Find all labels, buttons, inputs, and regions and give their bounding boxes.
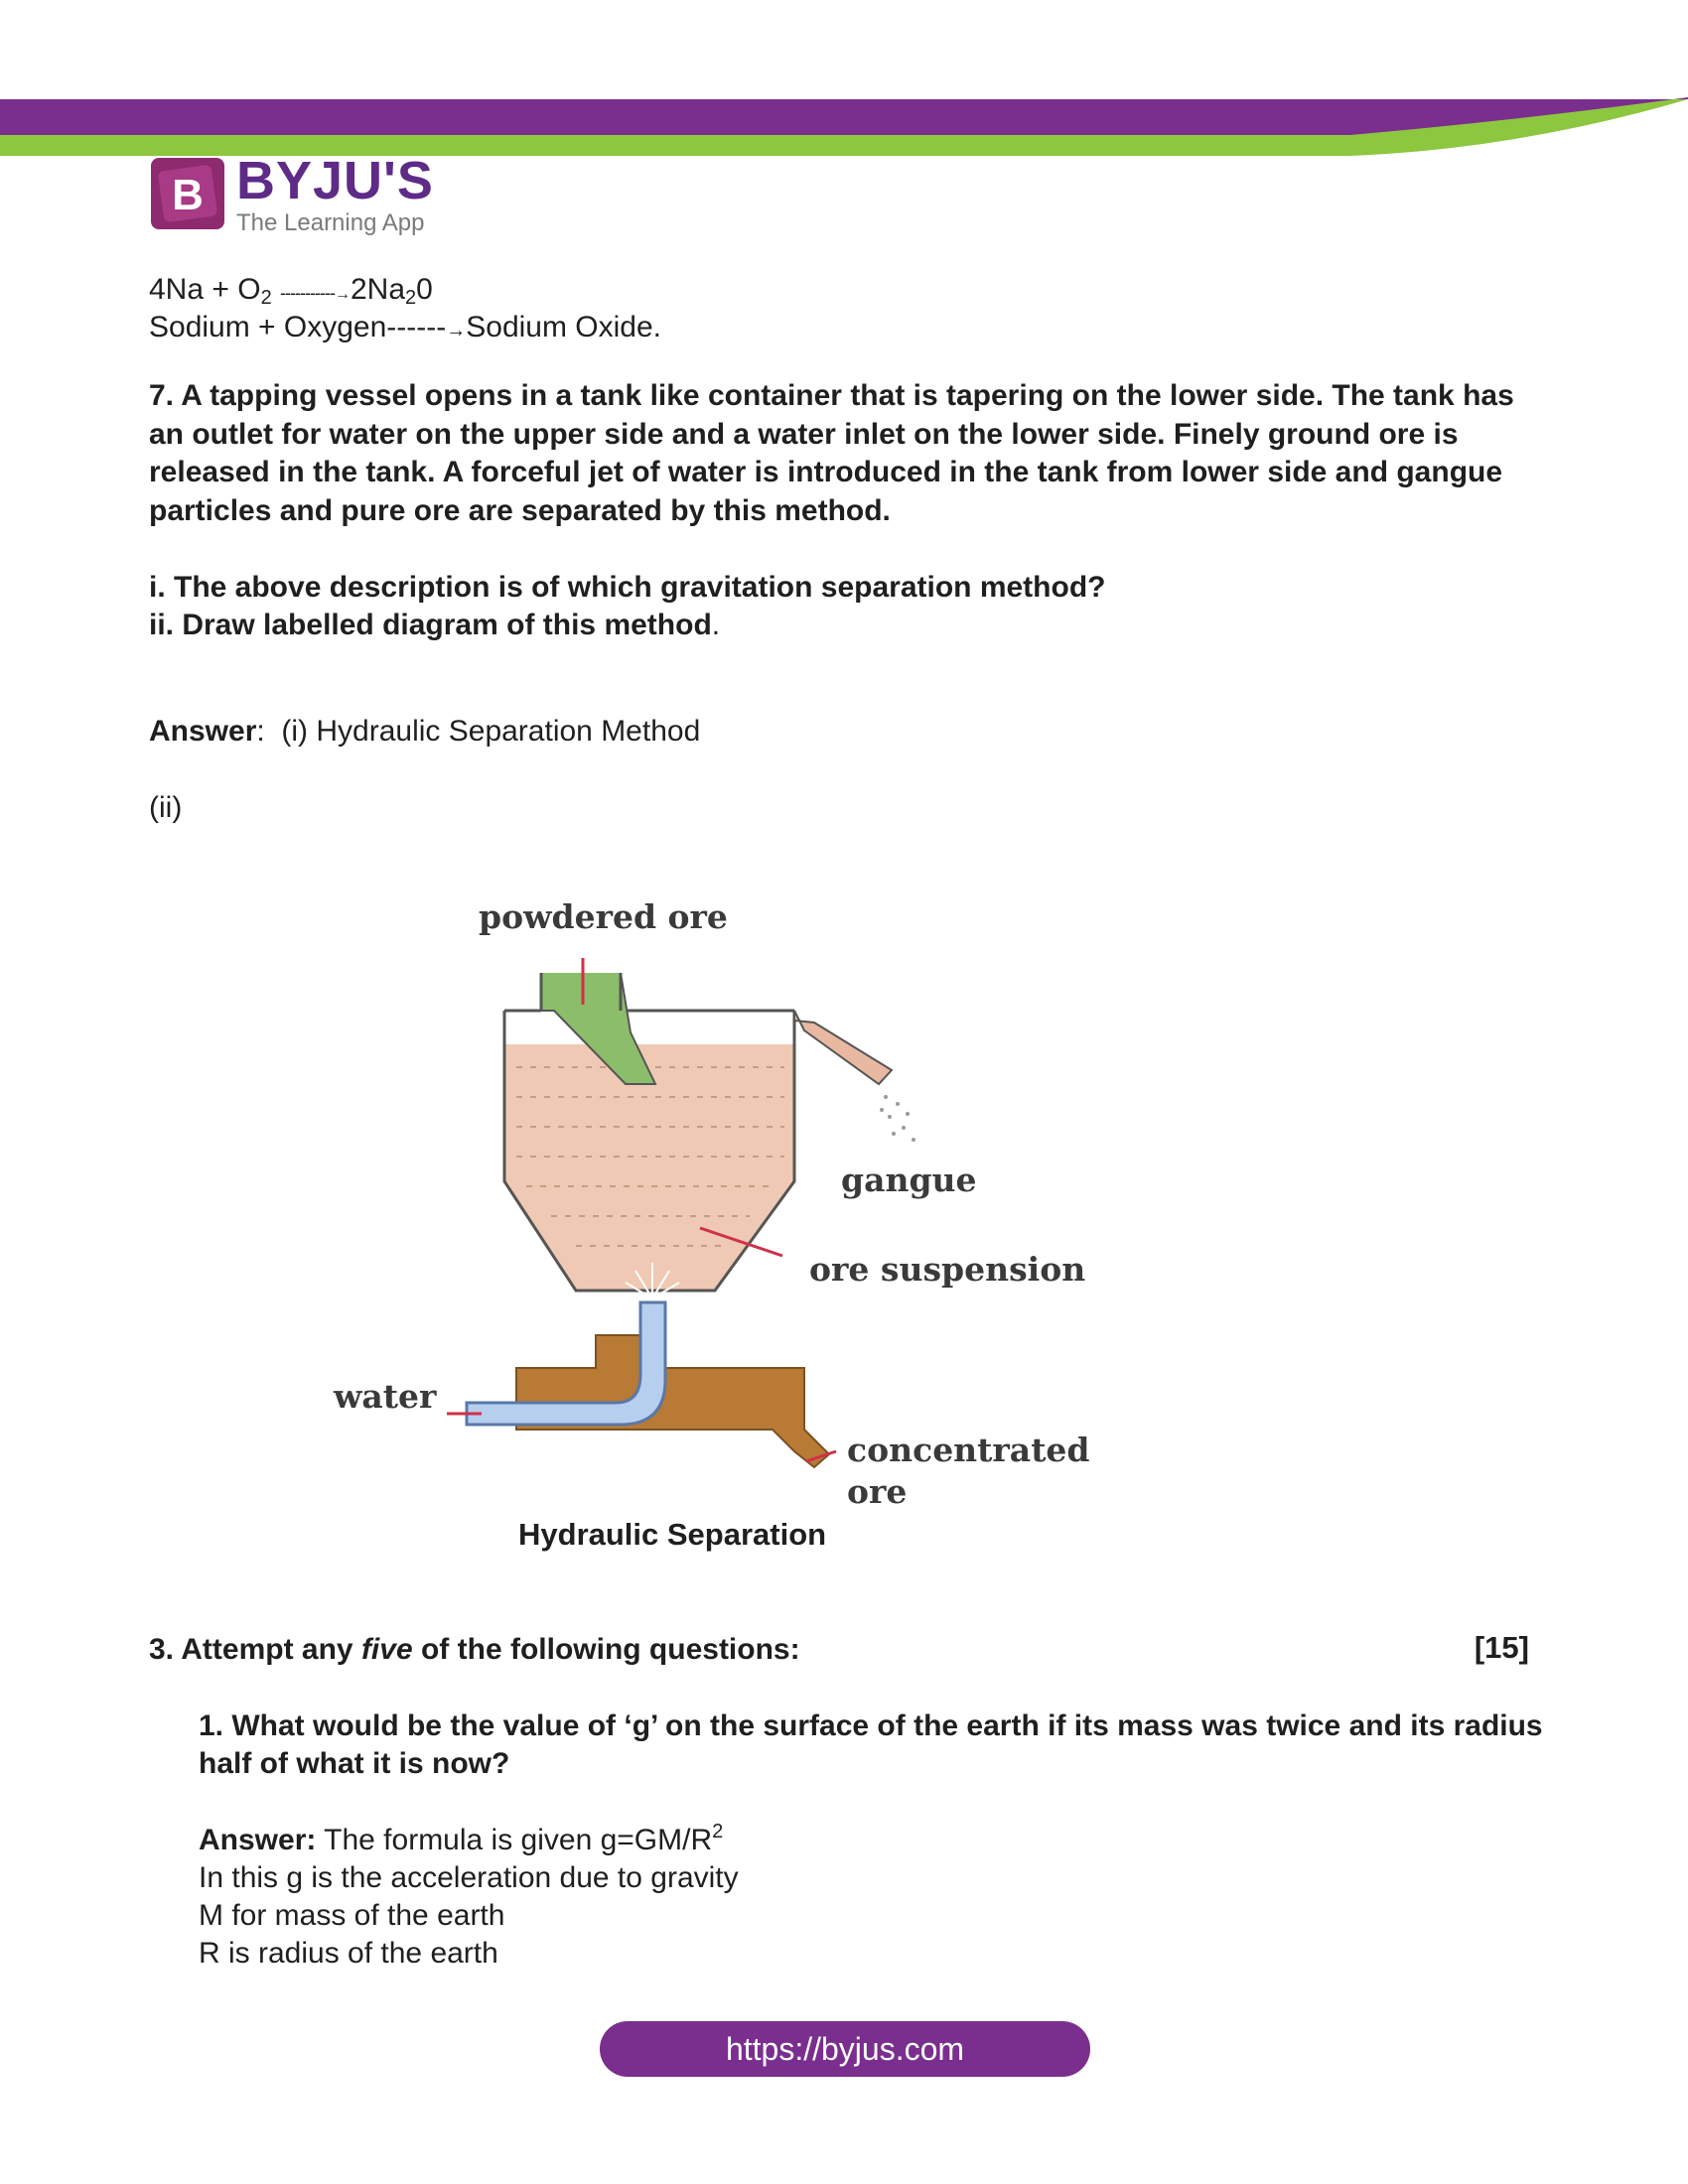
section-3-marks: [15]: [1474, 1630, 1529, 1665]
label-concentrated: concentrated: [847, 1431, 1090, 1469]
gangue-outlet-spout: [794, 1011, 892, 1084]
question-7: 7. A tapping vessel opens in a tank like container that is tapering on the lower side. The tank has an outlet for water on the upper side and a water inlet on the lower side. Finely ground ore is released in the tank. A forceful jet of water is introduced in the tank from lower side and gangue particles and pure ore are separated by this method.: [149, 379, 1514, 527]
answer-7-part-i: (i) Hydraulic Separation Method: [281, 715, 701, 748]
label-powdered-ore: powdered ore: [479, 897, 728, 936]
question-7-part-i: i. The above description is of which gravitation separation method?: [149, 571, 1106, 604]
logo-wordmark: BYJU'S: [236, 151, 434, 210]
equation-line-1: [149, 271, 433, 314]
label-ore-suspension: ore suspension: [809, 1250, 1086, 1289]
label-water: water: [334, 1377, 437, 1416]
arrow-head-icon: →: [334, 286, 351, 303]
word-equation-reactants: Sodium + Oxygen------: [149, 311, 447, 343]
answer-3-1-formula: Answer: The formula is given $g=GM/R^2$: [199, 1821, 724, 1856]
hydraulic-separation-diagram: [298, 874, 1112, 1569]
logo-badge-icon: [149, 154, 228, 233]
logo-tagline: The Learning App: [236, 209, 425, 236]
equation-line-2: [149, 309, 661, 349]
gangue-spray: [880, 1095, 915, 1142]
question-3-1: 1. What would be the value of ‘g’ on the surface of the earth if its mass was twice and its radius half of what it is now?: [199, 1709, 1543, 1780]
arrow-head-icon: →: [446, 320, 467, 341]
answer-7-part-ii: (ii): [149, 791, 183, 824]
answer-3-1-line-1: In this g is the acceleration due to gravity: [199, 1861, 739, 1894]
footer-url-link[interactable]: https://byjus.com: [600, 2021, 1090, 2077]
answer-3-1-line-2: M for mass of the earth: [199, 1899, 505, 1932]
word-equation-product: Sodium Oxide.: [466, 311, 662, 343]
answer-label: Answer: [149, 715, 257, 748]
answer-label: Answer:: [199, 1824, 317, 1856]
label-ore: ore: [847, 1472, 908, 1511]
answer-3-1-line-3: R is radius of the earth: [199, 1937, 498, 1970]
figure-caption: Hydraulic Separation: [518, 1517, 827, 1552]
section-3-heading: 3. Attempt any five of the following questions:: [149, 1633, 800, 1666]
equation-reactants: 4Na + O: [149, 273, 261, 306]
oxygen-subscript: 2: [260, 287, 272, 309]
answer-7: Answer: (i) Hydraulic Separation Method: [149, 715, 701, 748]
svg-text:B: B: [172, 171, 204, 219]
equation-arrow-dashes: -----------: [280, 283, 335, 303]
equation-product-tail: 0: [416, 273, 433, 306]
header-banner: [0, 0, 1688, 169]
question-7-part-ii: ii. Draw labelled diagram of this method.: [149, 609, 721, 641]
byjus-logo: [149, 151, 447, 243]
equation-product: 2Na: [350, 273, 406, 306]
sodium-subscript: 2: [405, 287, 417, 309]
label-gangue: gangue: [841, 1160, 977, 1199]
